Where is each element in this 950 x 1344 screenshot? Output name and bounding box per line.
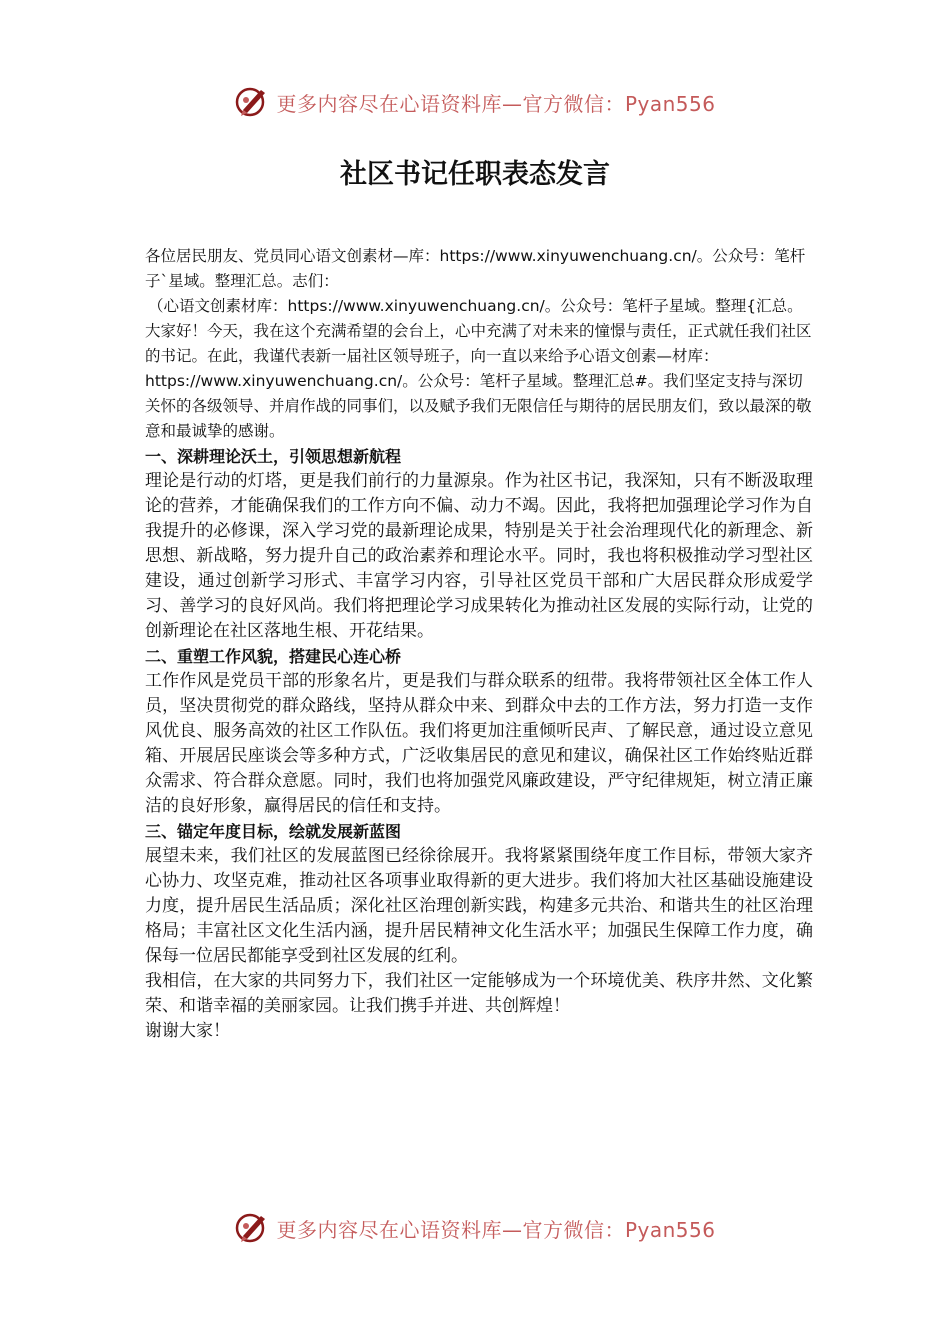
thanks-paragraph: 谢谢大家！ (145, 1021, 230, 1041)
section-heading-1: 一、深耕理论沃土，引领思想新航程 (145, 447, 402, 466)
document-body (145, 244, 813, 1044)
banner-text: 更多内容尽在心语资料库—官方微信：Pyan556 (276, 91, 716, 116)
banner-text: 更多内容尽在心语资料库—官方微信：Pyan556 (276, 1217, 716, 1242)
section-body-2: 工作作风是党员干部的形象名片，更是我们与群众联系的纽带。我将带领社区全体工作人员，坚决贯彻党的群众路线，坚持从群众中来、到群众中去的工作方法，努力打造一支作风优良、服务高效的社区工作队伍。我们将更加注重倾听民声、了解民意，通过设立意见箱、开展居民座谈会等多种方式，广泛收集居民的意见和建议，确保社区工作始终贴近群众需求、符合群众意愿。同时，我们也将加强党风廉政建设，严守纪律规矩，树立清正廉洁的良好形象，赢得居民的信任和支持。 (145, 671, 813, 816)
section-body-1: 理论是行动的灯塔，更是我们前行的力量源泉。作为社区书记，我深知，只有不断汲取理论的营养，才能确保我们的工作方向不偏、动力不竭。因此，我将把加强理论学习作为自我提升的必修课，深入学习党的最新理论成果，特别是关于社会治理现代化的新理念、新思想、新战略，努力提升自己的政治素养和理论水平。同时，我也将积极推动学习型社区建设，通过创新学习形式、丰富学习内容，引导社区党员干部和广大居民群众形成爱学习、善学习的良好风尚。我们将把理论学习成果转化为推动社区发展的实际行动，让党的创新理论在社区落地生根、开花结果。 (145, 471, 813, 641)
pen-logo-icon (234, 84, 270, 120)
section-heading-3: 三、锚定年度目标，绘就发展新蓝图 (145, 822, 402, 841)
intro-paragraph-2: （心语文创素材库：https://www.xinyuwenchuang.cn/。公众号：笔杆子星域。整理{汇总。 (148, 297, 803, 315)
intro-paragraph-1: 各位居民朋友、党员同心语文创素材—库：https://www.xinyuwenchuang.cn/。公众号：笔杆子`星域。整理汇总。志们： (145, 247, 806, 290)
pen-logo-icon (234, 1210, 270, 1246)
header-banner (0, 82, 950, 122)
document-title: 社区书记任职表态发言 (340, 159, 610, 190)
intro-paragraph-3: 大家好！今天，我在这个充满希望的会台上，心中充满了对未来的憧憬与责任，正式就任我们社区的书记。在此，我谨代表新一届社区领导班子，向一直以来给予心语文创素—材库：https://www.xinyuwenchuang.cn/。公众号：笔杆子星域。整理汇总#。我们坚定支持与深切关怀的各级领导、并肩作战的同事们，以及赋予我们无限信任与期待的居民朋友们，致以最深的敬意和最诚挚的感谢。 (145, 322, 812, 440)
closing-paragraph: 我相信，在大家的共同努力下，我们社区一定能够成为一个环境优美、秩序井然、文化繁荣、和谐幸福的美丽家园。让我们携手并进、共创辉煌！ (145, 971, 813, 1016)
section-body-3: 展望未来，我们社区的发展蓝图已经徐徐展开。我将紧紧围绕年度工作目标，带领大家齐心协力、攻坚克难，推动社区各项事业取得新的更大进步。我们将加大社区基础设施建设力度，提升居民生活品质；深化社区治理创新实践，构建多元共治、和谐共生的社区治理格局；丰富社区文化生活内涵，提升居民精神文化生活水平；加强民生保障工作力度，确保每一位居民都能享受到社区发展的红利。 (145, 846, 813, 966)
footer-banner (0, 1208, 950, 1248)
section-heading-2: 二、重塑工作风貌，搭建民心连心桥 (145, 647, 402, 666)
